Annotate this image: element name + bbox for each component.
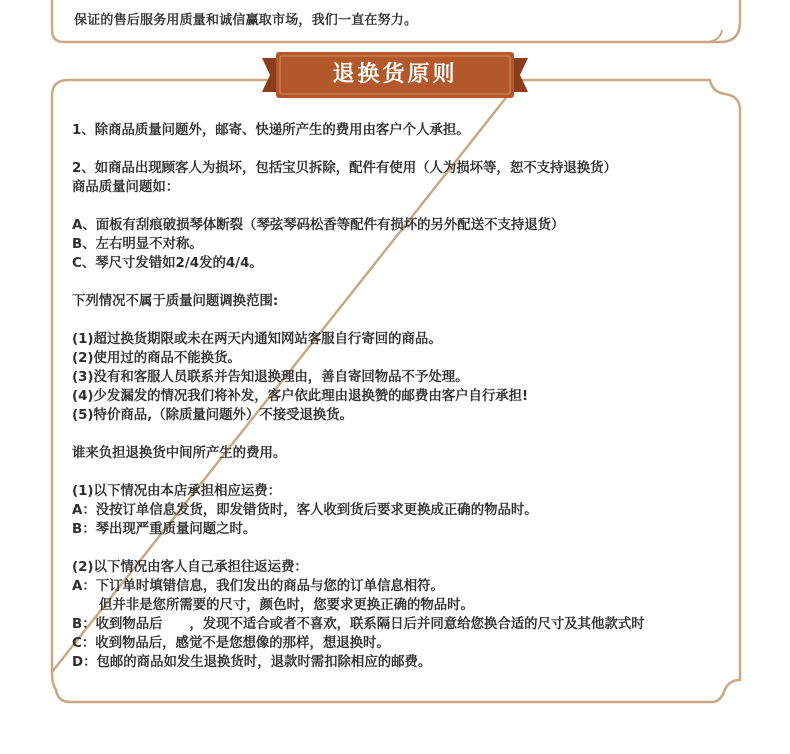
policy-line: (3)没有和客服人员联系并告知退换理由，善自寄回物品不予处理。 [72,370,469,385]
policy-line: 1、除商品质量问题外，邮寄、快递所产生的费用由客户个人承担。 [72,123,470,138]
policy-heading: 谁来负担退换货中间所产生的费用。 [72,446,287,461]
policy-line: 但并非是您所需要的尺寸，颜色时，您要求更换正确的物品时。 [99,598,474,613]
policy-line: (4)少发漏发的情况我们将补发，客户依此理由退换赞的邮费由客户自行承担! [72,389,529,404]
section-title: 退换货原则 [332,62,458,87]
policy-line: B、左右明显不对称。 [72,237,203,252]
policy-line: (1)以下情况由本店承担相应运费： [72,484,282,499]
policy-line: (2)使用过的商品不能换货。 [72,351,241,366]
policy-line: D：包邮的商品如发生退换货时，退款时需扣除相应的邮费。 [72,655,432,670]
policy-line: C、琴尺寸发错如2/4发的4/4。 [72,256,263,271]
policy-line: A、面板有刮痕破损琴体断裂（琴弦琴码松香等配件有损坏的另外配送不支持退货） [72,218,565,233]
policy-line: 商品质量问题如： [72,180,180,195]
policy-content [72,121,732,672]
policy-line: A：没按订单信息发货，即发错货时，客人收到货后要求更换成正确的物品时。 [72,503,538,518]
policy-line: A：下订单时填错信息，我们发出的商品与您的订单信息相符。 [72,579,444,594]
policy-line: B：收到物品后 ，发现不适合或者不喜欢，联系隔日后并同意给您换合适的尺寸及其他款式时 [72,617,645,632]
policy-line: (5)特价商品,（除质量问题外）不接受退换货。 [72,408,354,423]
policy-line: B：琴出现严重质量问题之时。 [72,522,257,537]
policy-line: C：收到物品后，感觉不是您想像的那样，想退换时。 [72,636,390,651]
policy-line: (2)以下情况由客人自己承担往返运费： [72,560,308,575]
policy-line: 2、如商品出现顾客人为损坏，包括宝贝拆除，配件有使用（人为损坏等，恕不支持退换货） [72,161,617,176]
top-note: 保证的售后服务用质量和诚信赢取市场，我们一直在努力。 [74,13,418,28]
policy-line: (1)超过换货期限或未在两天内通知网站客服自行寄回的商品。 [72,332,442,347]
policy-heading: 下列情况不属于质量问题调换范围: [72,294,279,309]
